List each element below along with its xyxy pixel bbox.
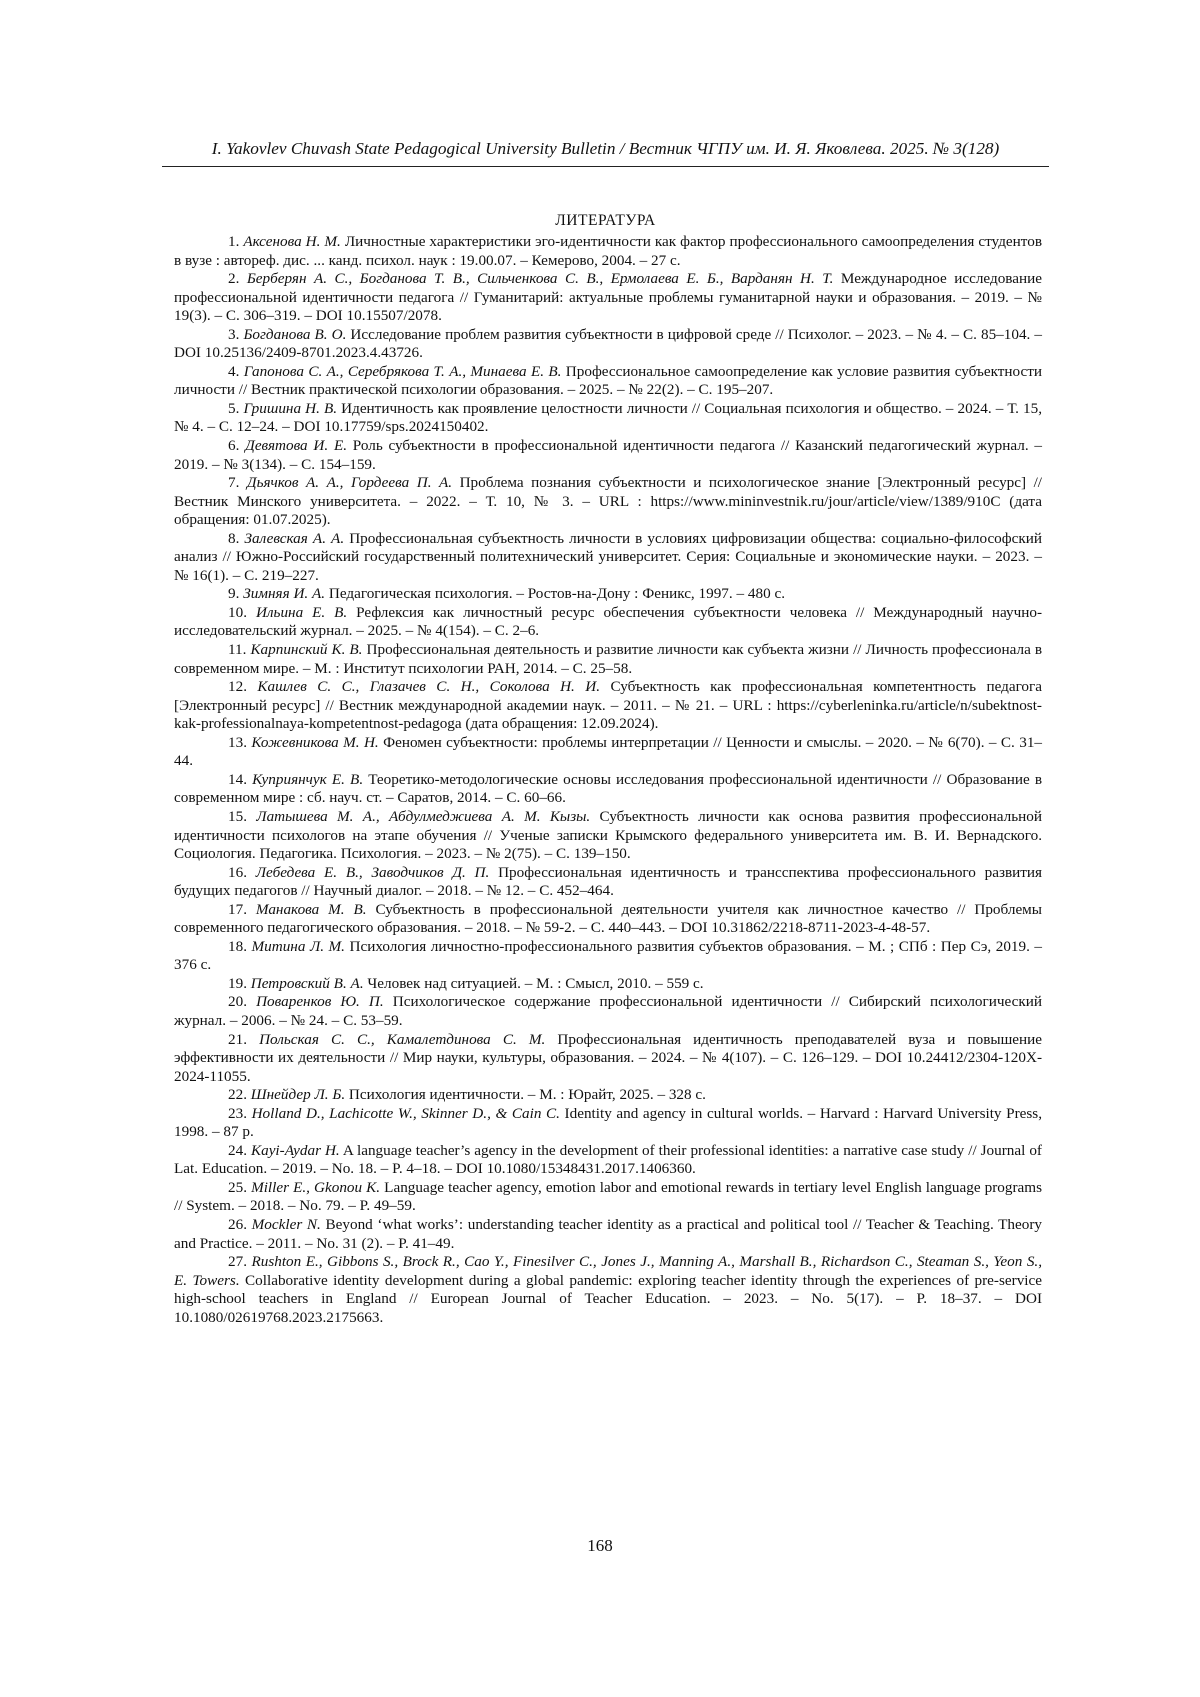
reference-entry [174, 437, 1042, 474]
reference-text: Теоретико-методологические основы исследования профессиональной идентичности // Образование в современном мире : сб. науч. ст. – Саратов, 2014. – С. 60–66. [174, 770, 1042, 807]
reference-number: 15. [228, 807, 247, 825]
reference-authors: Лебедева Е. В., Заводчиков Д. П. [255, 863, 490, 881]
reference-authors: Гришина Н. В. [243, 399, 338, 417]
reference-text: Личностные характеристики эго-идентичности как фактор профессионального самоопределения студентов в вузе : автореф. дис. ... канд. психол. наук : 19.00.07. – Кемерово, 2004. – 27 с. [174, 233, 1042, 269]
reference-number: 21. [228, 1030, 247, 1048]
reference-authors: Поваренков Ю. П. [256, 993, 384, 1011]
reference-authors: Польская С. С., Камалетдинова С. М. [259, 1030, 546, 1048]
reference-entry [174, 530, 1042, 586]
reference-entry [174, 938, 1042, 975]
reference-entry [174, 993, 1042, 1030]
reference-authors: Залевская А. А. [244, 529, 345, 547]
reference-authors: Манакова М. В. [255, 900, 367, 918]
reference-number: 26. [228, 1215, 247, 1233]
reference-text: Роль субъектности в профессиональной идентичности педагога // Казанский педагогический журнал. – 2019. – № 3(134). – С. 154–159. [174, 437, 1042, 473]
reference-number: 1. [228, 233, 240, 250]
reference-authors: Зимняя И. А. [243, 585, 326, 603]
reference-number: 2. [228, 270, 240, 288]
reference-number: 9. [228, 585, 240, 603]
reference-text: Психология личностно-профессионального развития субъектов образования. – М. ; СПб : Пер Сэ, 2019. – 376 с. [174, 937, 1043, 974]
reference-authors: Miller E., Gkonou K. [251, 1178, 381, 1196]
reference-entry [174, 1253, 1042, 1327]
reference-entry [174, 326, 1042, 363]
reference-authors: Ильина Е. В. [255, 603, 348, 621]
reference-authors: Кожевникова М. Н. [251, 733, 379, 751]
section-title: ЛИТЕРАТУРА [555, 212, 656, 229]
reference-text: Language teacher agency, emotion labor and emotional rewards in tertiary level English language programs // System. – 2018. – No. 79. – P. 49–59. [174, 1178, 1043, 1215]
reference-text: Субъектность в профессиональной деятельности учителя как личностное качество // Проблемы современного педагогического образования. – 2018. – № 59-2. – С. 440–443. – DOI 10.31862/2218-8711-2023-4-48-57. [174, 900, 1042, 937]
reference-entry [174, 1031, 1042, 1087]
reference-entry [174, 1179, 1042, 1216]
reference-number: 12. [228, 678, 247, 696]
reference-authors: Карпинский К. В. [250, 641, 363, 659]
reference-list [174, 233, 1042, 1327]
reference-number: 24. [228, 1141, 247, 1159]
reference-entry [174, 474, 1042, 530]
reference-number: 17. [228, 900, 247, 918]
reference-text: Рефлексия как личностный ресурс обеспечения субъектности человека // Международный научно-исследовательский журнал. – 2025. – № 4(154). – С. 2–6. [174, 603, 1043, 640]
reference-number: 18. [228, 937, 247, 955]
reference-text: A language teacher’s agency in the development of their professional identities: a narrative case study // Journal of Lat. Education. – 2019. – No. 18. – P. 4–18. – DOI 10.1080/15348431.2017.1406360. [174, 1141, 1042, 1178]
reference-text: Человек над ситуацией. – М. : Смысл, 2010. – 559 с. [363, 974, 704, 992]
reference-entry [174, 641, 1042, 678]
page-number: 168 [587, 1536, 613, 1555]
reference-authors: Митина Л. М. [251, 937, 345, 955]
reference-authors: Богданова В. О. [243, 325, 347, 343]
reference-number: 19. [228, 974, 247, 992]
reference-text: Психология идентичности. – М. : Юрайт, 2025. – 328 с. [345, 1086, 706, 1104]
reference-text: Identity and agency in cultural worlds. – Harvard : Harvard University Press, 1998. – 87 p. [174, 1104, 1042, 1141]
reference-entry [174, 400, 1042, 437]
reference-entry [174, 975, 1042, 994]
reference-number: 20. [228, 993, 247, 1011]
reference-number: 27. [228, 1253, 247, 1271]
reference-authors: Дьячков А. А., Гордеева П. А. [246, 474, 453, 492]
reference-entry [174, 734, 1042, 771]
reference-entry [174, 233, 1042, 270]
reference-text: Идентичность как проявление целостности личности // Социальная психология и общество. – 2024. – Т. 15, № 4. – С. 12–24. – DOI 10.17759/sps.2024150402. [174, 399, 1042, 436]
reference-number: 13. [228, 733, 247, 751]
reference-number: 16. [228, 863, 247, 881]
reference-number: 22. [228, 1086, 247, 1104]
reference-text: Профессиональная идентичность преподавателей вуза и повышение эффективности их деятельности // Мир науки, культуры, образования. – 2024. – № 4(107). – С. 126–129. – DOI 10.24412/2304-120X-2024-11055. [174, 1030, 1043, 1085]
reference-text: Профессиональная идентичность и трансспектива профессионального развития будущих педагогов // Научный диалог. – 2018. – № 12. – С. 452–464. [174, 863, 1043, 900]
reference-authors: Аксенова Н. М. [243, 233, 341, 250]
reference-text: Beyond ‘what works’: understanding teacher identity as a practical and political tool // Teacher & Teaching. Theory and Practice. – 2011. – No. 31 (2). – P. 41–49. [174, 1215, 1043, 1252]
reference-entry [174, 771, 1042, 808]
reference-entry [174, 363, 1042, 400]
reference-entry [174, 270, 1042, 326]
running-header: I. Yakovlev Chuvash State Pedagogical University Bulletin / Вестник ЧГПУ им. И. Я. Яковлева. 2025. № 3(128) [211, 139, 1000, 158]
reference-authors: Девятова И. Е. [245, 437, 348, 455]
reference-authors: Кашлев С. С., Глазачев С. Н., Соколова Н. И. [257, 678, 601, 696]
reference-entry [174, 808, 1042, 864]
reference-entry [174, 678, 1042, 734]
reference-number: 14. [228, 770, 247, 788]
reference-text: Collaborative identity development during a global pandemic: exploring teacher identity through the experiences of pre-service high-school teachers in England // European Journal of Teacher Education. – 2023. – No. 5(17). – P. 18–37. – DOI 10.1080/02619768.2023.2175663. [174, 1271, 1042, 1326]
reference-authors: Kayi-Aydar H. [250, 1141, 340, 1159]
reference-text: Психологическое содержание профессиональной идентичности // Сибирский психологический журнал. – 2006. – № 24. – С. 53–59. [174, 993, 1043, 1029]
reference-authors: Holland D., Lachicotte W., Skinner D., & Cain C. [251, 1104, 560, 1122]
reference-entry [174, 1216, 1042, 1253]
reference-entry [174, 1142, 1042, 1179]
reference-number: 8. [228, 529, 240, 547]
reference-text: Субъектность как профессиональная компетентность педагога [Электронный ресурс] // Вестник международной академии наук. – 2011. – № 21. – URL : https://cyberleninka.ru/article/n/subektnost-kak-professionalnaya-kompetentnost-pedagoga (дата обращения: 12.09.2024). [174, 678, 1042, 733]
reference-text: Международное исследование профессиональной идентичности педагога // Гуманитарий: актуальные проблемы гуманитарной науки и образования. – 2019. – № 19(3). – С. 306–319. – DOI 10.15507/2078. [174, 270, 1042, 325]
reference-number: 4. [228, 362, 240, 380]
reference-text: Профессиональная деятельность и развитие личности как субъекта жизни // Личность профессионала в современном мире. – М. : Институт психологии РАН, 2014. – С. 25–58. [174, 641, 1043, 677]
reference-authors: Петровский В. А. [250, 974, 364, 992]
reference-text: Педагогическая психология. – Ростов-на-Дону : Феникс, 1997. – 480 с. [325, 585, 786, 603]
reference-entry [174, 585, 1042, 604]
reference-number: 5. [228, 399, 240, 417]
reference-text: Субъектность личности как основа развития профессиональной идентичности психологов на этапе обучения // Ученые записки Крымского федерального университета им. В. И. Вернадского. Социология. Педагогика. Психология. – 2023. – № 2(75). – С. 139–150. [174, 807, 1042, 863]
reference-number: 25. [228, 1178, 247, 1196]
reference-authors: Латышева М. А., Абдулмеджиева А. М. Кызы. [256, 807, 591, 825]
reference-entry [174, 1105, 1042, 1142]
reference-entry [174, 604, 1042, 641]
reference-authors: Берберян А. С., Богданова Т. В., Сильченкова С. В., Ермолаева Е. Б., Варданян Н. Т. [246, 270, 834, 288]
reference-authors: Mockler N. [251, 1215, 321, 1233]
reference-text: Проблема познания субъектности и психологическое знание [Электронный ресурс] // Вестник Минского университета. – 2022. – Т. 10, № 3. – URL : https://www.mininvestnik.ru/jour/article/view/1389/910C (дата обращения: 01.07.2025). [174, 474, 1043, 529]
reference-authors: Гапонова С. А., Серебрякова Т. А., Минаева Е. В. [243, 362, 562, 380]
reference-text: Феномен субъектности: проблемы интерпретации // Ценности и смыслы. – 2020. – № 6(70). – С. 31–44. [174, 733, 1043, 770]
reference-authors: Шнейдер Л. Б. [250, 1086, 346, 1104]
reference-number: 11. [228, 641, 247, 659]
reference-number: 23. [228, 1104, 247, 1122]
reference-authors: Rushton E., Gibbons S., Brock R., Cao Y., Finesilver C., Jones J., Manning A., Marshall B., Richardson C., Steaman S., Yeon S., E. Towers. [174, 1253, 1043, 1289]
reference-entry [174, 1086, 1042, 1105]
reference-number: 10. [228, 603, 247, 621]
reference-text: Профессиональная субъектность личности в условиях цифровизации общества: социально-философский анализ // Южно-Российский государственный политехнический университет. Серия: Социальные и экономические науки. – 2023. – № 16(1). – С. 219–227. [174, 529, 1042, 584]
header-rule [162, 166, 1049, 167]
reference-entry [174, 864, 1042, 901]
reference-text: Исследование проблем развития субъектности в цифровой среде // Психолог. – 2023. – № 4. – С. 85–104. – DOI 10.25136/2409-8701.2023.4.43726. [174, 325, 1043, 362]
reference-number: 6. [228, 437, 240, 455]
reference-text: Профессиональное самоопределение как условие развития субъектности личности // Вестник практической психологии образования. – 2025. – № 22(2). – С. 195–207. [174, 362, 1042, 399]
reference-number: 3. [228, 325, 240, 343]
reference-number: 7. [228, 474, 240, 492]
reference-authors: Куприянчук Е. В. [252, 770, 364, 788]
reference-entry [174, 901, 1042, 938]
